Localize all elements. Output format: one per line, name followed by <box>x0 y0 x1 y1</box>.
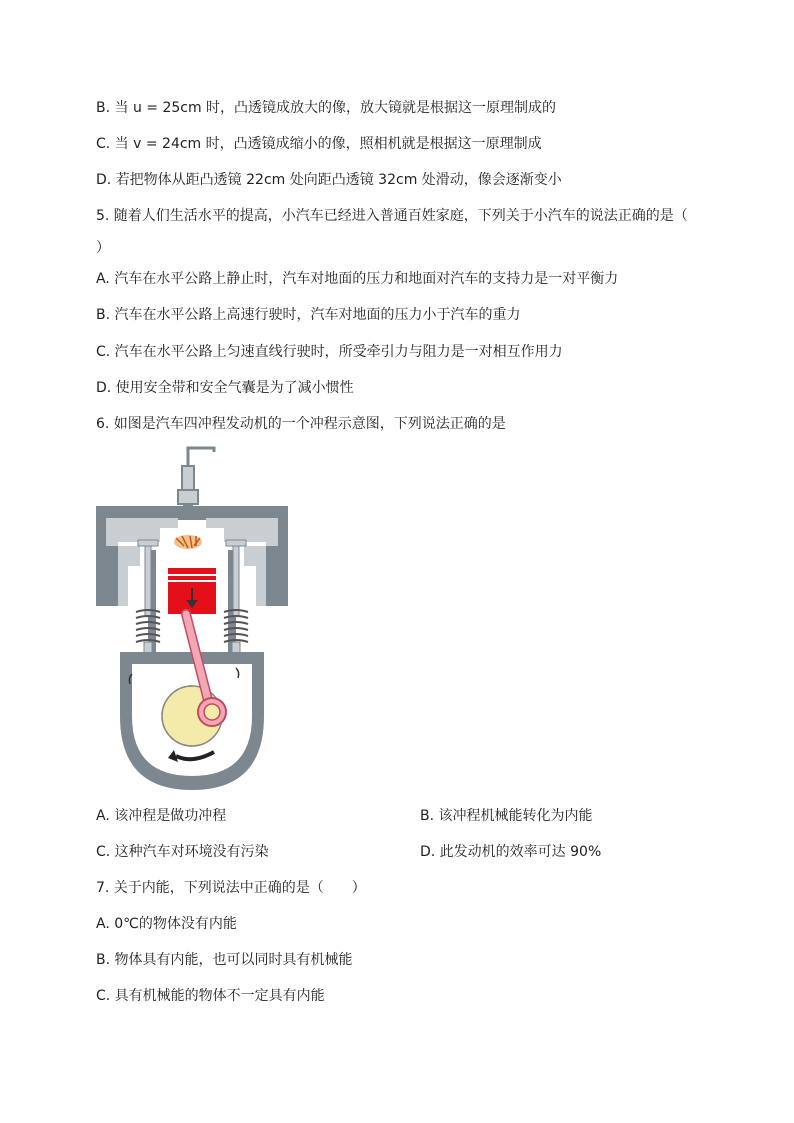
q6-option-b: B. 该冲程机械能转化为内能 <box>420 808 593 824</box>
engine-svg <box>96 446 288 792</box>
spark-plug-icon <box>178 448 214 514</box>
q4-option-b: B. 当 u = 25cm 时，凸透镜成放大的像，放大镜就是根据这一原理制成的 <box>96 100 557 116</box>
engine-stroke-diagram <box>96 446 288 792</box>
q5-option-c: C. 汽车在水平公路上匀速直线行驶时，所受牵引力与阻力是一对相互作用力 <box>96 344 563 360</box>
q4-option-d: D. 若把物体从距凸透镜 22cm 处向距凸透镜 32cm 处滑动，像会逐渐变小 <box>96 172 562 188</box>
q5-stem-bracket: ） <box>96 240 110 256</box>
q6-option-c: C. 这种汽车对环境没有污染 <box>96 844 269 860</box>
q7-option-a: A. 0℃的物体没有内能 <box>96 916 237 932</box>
q6-stem: 6. 如图是汽车四冲程发动机的一个冲程示意图，下列说法正确的是 <box>96 416 506 432</box>
q6-option-a: A. 该冲程是做功冲程 <box>96 808 227 824</box>
q7-stem: 7. 关于内能，下列说法中正确的是（ ） <box>96 880 366 896</box>
spark-burst-icon <box>174 535 202 549</box>
q6-option-d: D. 此发动机的效率可达 90% <box>420 844 602 860</box>
q7-option-b: B. 物体具有内能，也可以同时具有机械能 <box>96 952 353 968</box>
q4-option-c: C. 当 v = 24cm 时，凸透镜成缩小的像，照相机就是根据这一原理制成 <box>96 136 542 152</box>
q5-stem: 5. 随着人们生活水平的提高，小汽车已经进入普通百姓家庭，下列关于小汽车的说法正确的是（ <box>96 208 688 224</box>
piston <box>168 568 216 614</box>
q7-option-c: C. 具有机械能的物体不一定具有内能 <box>96 988 325 1004</box>
q5-option-a: A. 汽车在水平公路上静止时，汽车对地面的压力和地面对汽车的支持力是一对平衡力 <box>96 271 619 287</box>
q5-option-b: B. 汽车在水平公路上高速行驶时，汽车对地面的压力小于汽车的重力 <box>96 307 521 323</box>
q5-option-d: D. 使用安全带和安全气囊是为了减小惯性 <box>96 380 354 396</box>
